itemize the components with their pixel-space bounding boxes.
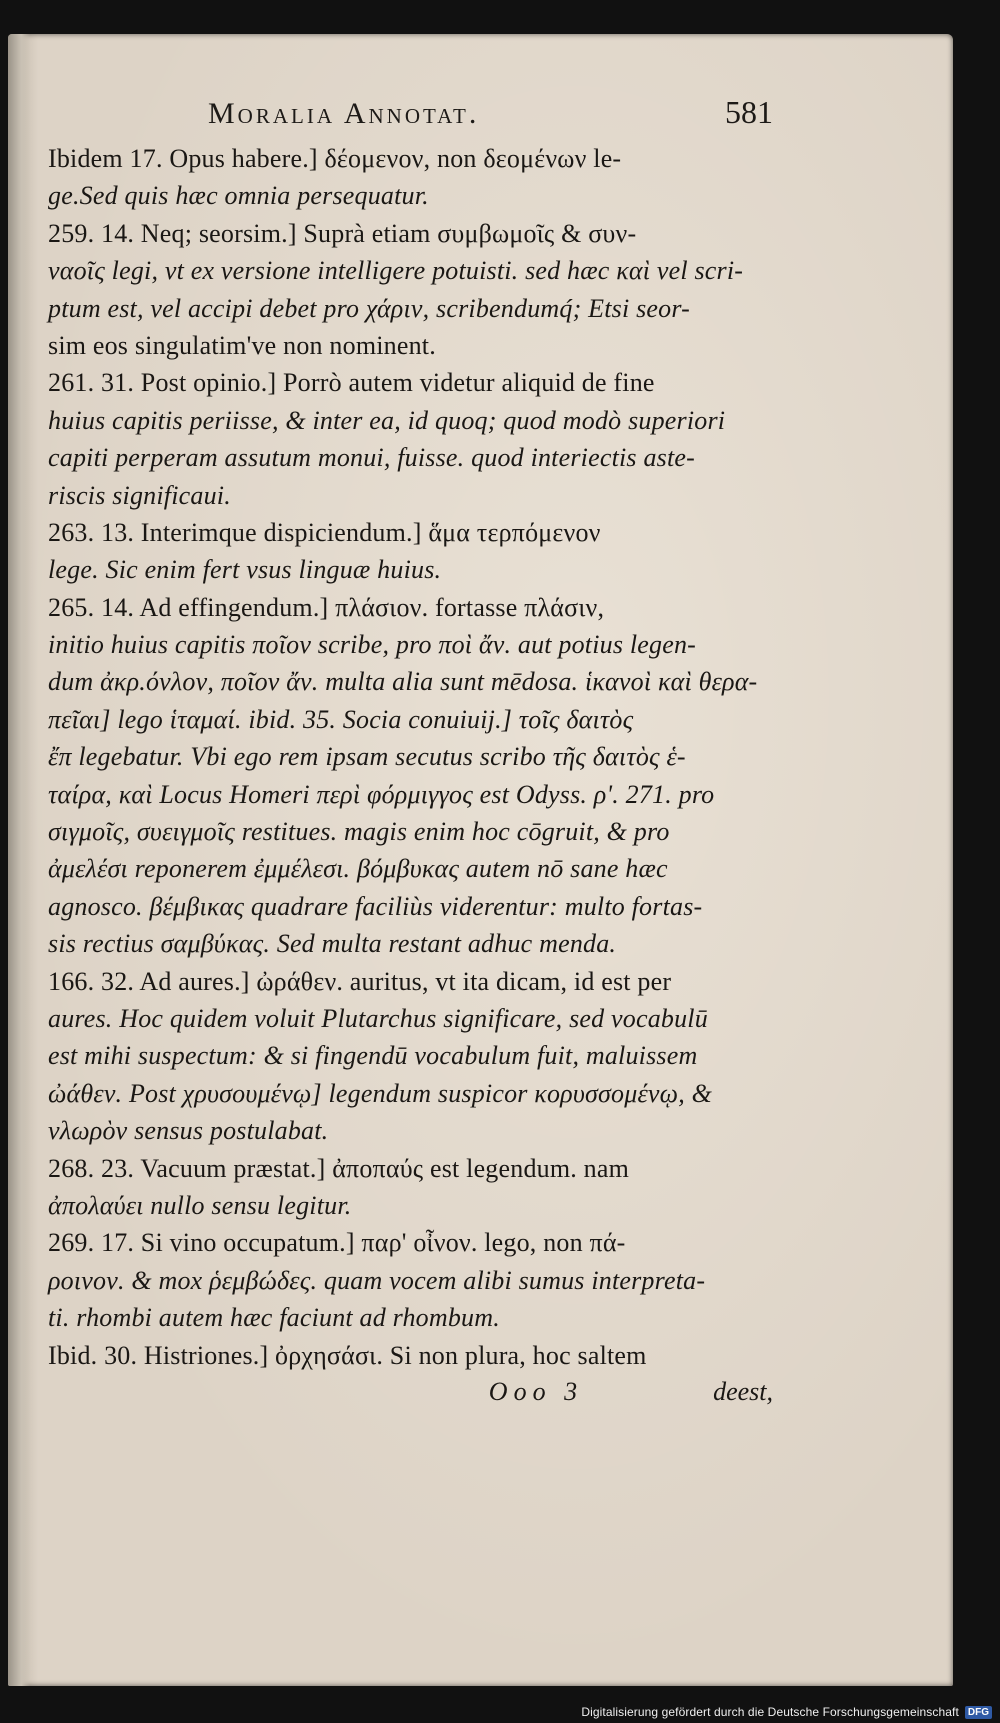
digitization-credit: Digitalisierung gefördert durch die Deutsche Forschungsgemeinschaft: [581, 1705, 959, 1719]
digitization-footer: [581, 1705, 992, 1719]
text-line: dum ἀκρ.όνλον, ποῖον ἄν. multa alia sunt mēdosa. ἱκανοὶ καὶ θερα-: [48, 667, 758, 697]
text-line: sim eos singulatim've non nominent.: [48, 330, 436, 360]
text-line: riscis significaui.: [48, 480, 231, 510]
text-line: πεῖαι] lego ἱταμαί. ibid. 35. Socia conuiuij.] τοῖς δαιτὸς: [48, 704, 634, 734]
text-line: 259. 14. Neq; seorsim.] Suprà etiam συμβωμοῖς & συν-: [48, 218, 637, 248]
text-line: initio huius capitis ποῖον scribe, pro ποὶ ἄν. aut potius legen-: [48, 630, 697, 660]
text-line: 269. 17. Si vino occupatum.] παρ' οἶνον. lego, non πά-: [48, 1228, 626, 1258]
running-head: [208, 94, 773, 140]
binding-edge: [8, 34, 30, 1686]
text-line: ἀμελέσι reponerem ἐμμέλεσι. βόμβυκας autem nō sane hæc: [48, 854, 668, 884]
text-line: ὠάθεν. Post χρυσουμένῳ] legendum suspicor κορυσσομένῳ, &: [48, 1078, 713, 1108]
page-content: [48, 94, 773, 1410]
text-line: 268. 23. Vacuum præstat.] ἀποπαύς est legendum. nam: [48, 1153, 630, 1183]
text-line: ἀπολαύει nullo sensu legitur.: [48, 1190, 352, 1220]
text-line: Ibid. 30. Histriones.] ὀρχησάσι. Si non plura, hoc saltem: [48, 1340, 647, 1370]
signature-line: [48, 1374, 773, 1410]
text-line: νλωρὸν sensus postulabat.: [48, 1116, 329, 1146]
catchword: deest,: [713, 1376, 773, 1406]
text-line: 261. 31. Post opinio.] Porrò autem videtur aliquid de fine: [48, 368, 655, 398]
page-number: 581: [725, 94, 773, 130]
text-line: capiti perperam assutum monui, fuisse. quod interiectis aste-: [48, 443, 695, 473]
text-line: agnosco. βέμβικας quadrare faciliùs viderentur: multo fortas-: [48, 891, 703, 921]
text-line: sis rectius σαμβύκας. Sed multa restant adhuc menda.: [48, 929, 617, 959]
text-line: est mihi suspectum: & si fingendū vocabulum fuit, maluissem: [48, 1041, 698, 1071]
text-line: 166. 32. Ad aures.] ὠράθεν. auritus, vt ita dicam, id est per: [48, 966, 672, 996]
text-line: ti. rhombi autem hæc faciunt ad rhombum.: [48, 1303, 500, 1333]
text-line: 263. 13. Interimque dispiciendum.] ἅμα τερπόμενον: [48, 517, 601, 547]
dfg-logo: DFG: [965, 1706, 992, 1719]
text-line: lege. Sic enim fert vsus linguæ huius.: [48, 555, 442, 585]
text-line: ροινον. & mox ῥεμβώδες. quam vocem alibi sumus interpreta-: [48, 1265, 706, 1295]
text-line: ἔπ legebatur. Vbi ego rem ipsam secutus scribo τῆς δαιτὸς ἑ-: [48, 742, 686, 772]
running-title: Moralia Annotat.: [208, 97, 480, 130]
annotation-text-block: [48, 140, 773, 1374]
text-line: 265. 14. Ad effingendum.] πλάσιον. fortasse πλάσιν,: [48, 592, 605, 622]
text-line: ταίρα, καὶ Locus Homeri περὶ φόρμιγγος est Odyss. ρ'. 271. pro: [48, 779, 715, 809]
book-page: [8, 34, 953, 1686]
text-line: ge.Sed quis hæc omnia persequatur.: [48, 181, 429, 211]
text-line: Ibidem 17. Opus habere.] δέομενον, non δεομένων le-: [48, 144, 622, 173]
signature-mark: Ooo 3: [488, 1376, 584, 1406]
text-line: ptum est, vel accipi debet pro χάριν, scribendumq́; Etsi seor-: [48, 293, 690, 323]
text-line: aures. Hoc quidem voluit Plutarchus significare, sed vocabulū: [48, 1003, 708, 1033]
text-line: σιγμοῖς, συειγμοῖς restitues. magis enim hoc cōgruit, & pro: [48, 817, 670, 847]
text-line: ναοῖς legi, vt ex versione intelligere potuisti. sed hæc καὶ vel scri-: [48, 256, 744, 286]
text-line: huius capitis periisse, & inter ea, id quoq; quod modò superiori: [48, 405, 726, 435]
